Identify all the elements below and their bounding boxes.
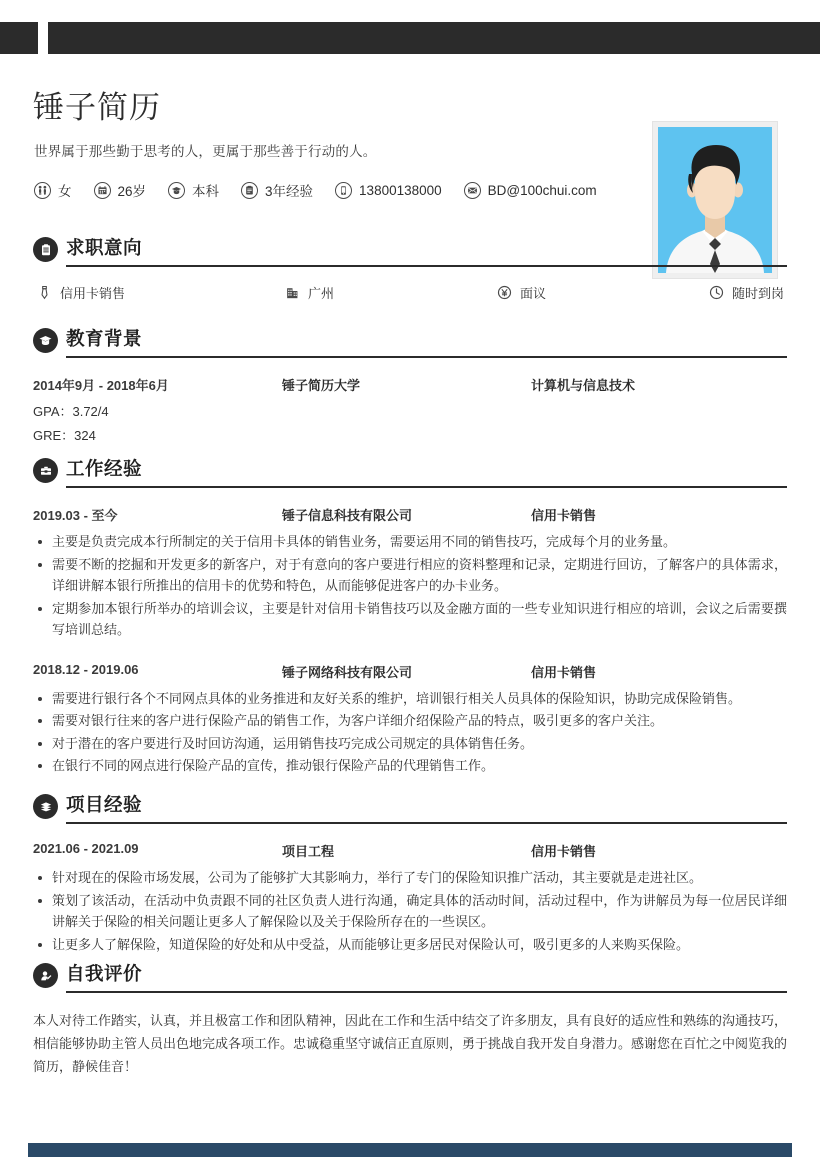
phone-icon xyxy=(335,182,352,199)
list-item: 策划了该活动，在活动中负责跟不同的社区负责人进行沟通，确定具体的活动时间，活动过程中，作为讲解员为每一位居民详细讲解关于保险的相关问题让更多人了解保险以及关于保险所存在的一些误区。 xyxy=(33,890,787,933)
project-period: 2021.06 - 2021.09 xyxy=(33,841,139,856)
project-role: 信用卡销售 xyxy=(531,844,597,859)
list-item: 定期参加本银行所举办的培训会议，主要是针对信用卡销售技巧以及金融方面的一些专业知识进行相应的培训，会议之后需要撰写培训总结。 xyxy=(33,598,787,641)
contact-email xyxy=(464,182,597,199)
footer-decoration-bar xyxy=(28,1143,792,1157)
section-header-work xyxy=(33,457,787,491)
contact-age xyxy=(94,180,147,200)
section-work-experience xyxy=(33,457,787,778)
contact-info-row xyxy=(34,180,597,200)
job-intent-availability xyxy=(709,283,784,302)
work-entry xyxy=(33,662,787,777)
section-header-job-intent xyxy=(33,236,787,270)
contact-degree xyxy=(168,180,219,200)
education-major: 计算机与信息技术 xyxy=(531,378,636,393)
list-item: 针对现在的保险市场发展，公司为了能够扩大其影响力，举行了专门的保险知识推广活动，其主要就是走进社区。 xyxy=(33,867,787,889)
education-meta-row xyxy=(33,375,787,395)
contact-phone xyxy=(335,182,442,199)
list-item: 在银行不同的网点进行保险产品的宣传，推动银行保险产品的代理销售工作。 xyxy=(33,755,787,777)
self-evaluation-text: 本人对待工作踏实，认真，并且极富工作和团队精神，因此在工作和生活中结交了许多朋友，具有良好的适应性和熟练的沟通技巧，相信能够协助主管人员出色地完成各项工作。忠诚稳重坚守诚信正直原则，勇于挑战自我开发自身潜力。感谢您在百忙之中阅览我的简历，静候佳音！ xyxy=(33,1013,788,1074)
section-title-education: 教育背景 xyxy=(66,328,143,349)
project-name: 项目工程 xyxy=(282,844,335,859)
calendar-icon xyxy=(94,182,111,199)
work-bullet-list xyxy=(33,688,787,777)
section-project-experience xyxy=(33,793,787,956)
section-title-job-intent: 求职意向 xyxy=(66,237,143,258)
graduation-cap-icon xyxy=(33,328,58,353)
top-bar-accent-block xyxy=(0,22,38,54)
section-divider xyxy=(66,486,787,488)
contact-age-text: 26岁 xyxy=(117,184,147,199)
top-bar-main-block xyxy=(48,22,820,54)
list-item: 需要对银行往来的客户进行保险产品的销售工作，为客户详细介绍保险产品的特点，吸引更多的客户关注。 xyxy=(33,710,787,732)
section-job-intent xyxy=(33,236,787,305)
section-divider xyxy=(66,356,787,358)
section-title-self-eval: 自我评价 xyxy=(66,963,143,984)
work-period: 2018.12 - 2019.06 xyxy=(33,661,139,677)
section-divider xyxy=(66,991,787,993)
briefcase-icon xyxy=(33,458,58,483)
clock-icon xyxy=(709,285,724,300)
work-period: 2019.03 - 至今 xyxy=(33,508,118,523)
list-item: 需要进行银行各个不同网点具体的业务推进和友好关系的维护，培训银行相关人员具体的保险知识，协助完成保险销售。 xyxy=(33,688,787,710)
education-gre: GRE：324 xyxy=(33,428,96,443)
section-self-evaluation xyxy=(33,962,787,1078)
education-entry xyxy=(33,375,787,448)
section-divider xyxy=(66,822,787,824)
education-gpa: GPA：3.72/4 xyxy=(33,404,109,419)
list-item: 对于潜在的客户要进行及时回访沟通，运用销售技巧完成公司规定的具体销售任务。 xyxy=(33,733,787,755)
work-company: 锤子网络科技有限公司 xyxy=(282,664,413,680)
work-meta-row xyxy=(33,662,787,682)
job-intent-salary xyxy=(497,283,546,302)
work-role: 信用卡销售 xyxy=(531,664,597,680)
education-period: 2014年9月 - 2018年6月 xyxy=(33,378,169,393)
work-meta-row xyxy=(33,505,787,525)
resume-header xyxy=(0,54,820,230)
contact-gender-text: 女 xyxy=(58,184,72,199)
education-school: 锤子简历大学 xyxy=(282,378,361,393)
page-title: 锤子简历 xyxy=(33,90,161,125)
work-company: 锤子信息科技有限公司 xyxy=(282,508,413,523)
job-intent-city xyxy=(285,283,334,302)
project-meta-row xyxy=(33,841,787,861)
section-header-project xyxy=(33,793,787,827)
list-item: 让更多人了解保险，知道保险的好处和从中受益，从而能够让更多居民对保险认可，吸引更多的人来购买保险。 xyxy=(33,934,787,956)
section-title-project: 项目经验 xyxy=(66,794,143,815)
contact-experience xyxy=(241,180,313,200)
job-intent-salary-text: 面议 xyxy=(520,286,547,301)
work-bullet-list xyxy=(33,531,787,641)
work-role: 信用卡销售 xyxy=(531,508,597,523)
top-decoration-bar xyxy=(0,22,820,54)
job-intent-position-text: 信用卡销售 xyxy=(60,286,126,301)
contact-experience-text: 3年经验 xyxy=(265,184,314,199)
job-intent-availability-text: 随时到岗 xyxy=(732,286,785,301)
building-icon xyxy=(285,285,300,300)
section-education xyxy=(33,327,787,448)
user-edit-icon xyxy=(33,963,58,988)
work-entry xyxy=(33,505,787,641)
contact-email-text: BD@100chui.com xyxy=(487,182,597,198)
section-header-education xyxy=(33,327,787,361)
project-bullet-list xyxy=(33,867,787,955)
contact-gender xyxy=(34,180,72,200)
graduation-cap-icon xyxy=(168,182,185,199)
job-intent-position xyxy=(37,283,125,302)
mail-icon xyxy=(464,182,481,199)
project-entry xyxy=(33,841,787,955)
job-intent-city-text: 广州 xyxy=(308,286,335,301)
contact-phone-text: 13800138000 xyxy=(359,182,442,198)
layers-icon xyxy=(33,794,58,819)
clipboard-icon xyxy=(33,237,58,262)
yen-icon xyxy=(497,285,512,300)
section-title-work: 工作经验 xyxy=(66,458,143,479)
job-intent-row xyxy=(33,283,787,305)
gender-icon xyxy=(34,182,51,199)
tie-icon xyxy=(37,285,52,300)
list-item: 主要是负责完成本行所制定的关于信用卡具体的销售业务，需要运用不同的销售技巧，完成每个月的业务量。 xyxy=(33,531,787,553)
list-item: 需要不断的挖掘和开发更多的新客户，对于有意向的客户要进行相应的资料整理和记录，定期进行回访，了解客户的具体需求，详细讲解本银行所推出的信用卡的优势和特色，从而能够促进客户的办卡业务。 xyxy=(33,554,787,597)
header-motto: 世界属于那些勤于思考的人，更属于那些善于行动的人。 xyxy=(34,144,377,159)
document-icon xyxy=(241,182,258,199)
section-divider xyxy=(66,265,787,267)
contact-degree-text: 本科 xyxy=(192,184,220,199)
section-header-self-eval xyxy=(33,962,787,996)
